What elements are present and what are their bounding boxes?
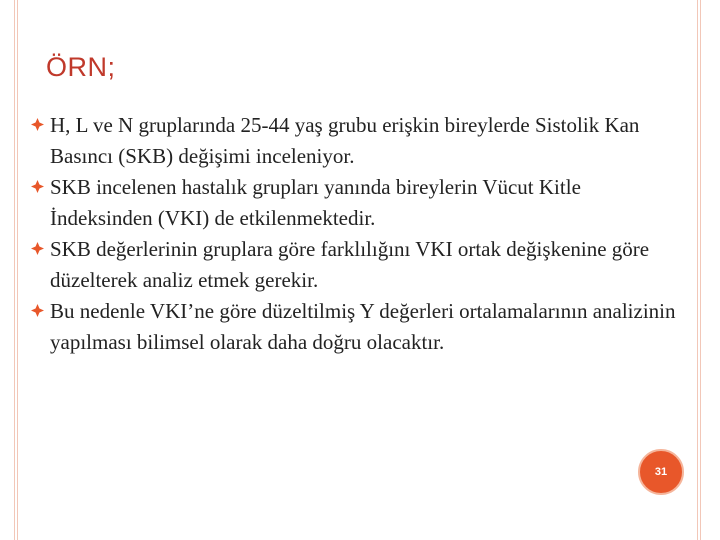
bullet-text: H, L ve N gruplarında 25-44 yaş grubu erişkin bireylerde Sistolik Kan Basıncı (SKB) değişimi inceleniyor. [50,113,640,168]
bullet-text: Bu nedenle VKI’ne göre düzeltilmiş Y değerleri ortalamalarının analizinin yapılması bilimsel olarak daha doğru olacaktır. [50,299,676,354]
four-point-star-icon [31,180,44,193]
four-point-star-icon [31,304,44,317]
bullet-text: SKB incelenen hastalık grupları yanında bireylerin Vücut Kitle İndeksinden (VKI) de etkilenmektedir. [50,175,581,230]
right-frame-line [700,0,701,540]
left-frame-line-inner [17,0,18,540]
bullet-item [30,296,680,358]
page-number-badge: 31 [638,449,684,495]
bullet-list [30,110,680,358]
left-frame-line [14,0,15,540]
bullet-item [30,110,680,172]
bullet-item [30,234,680,296]
slide-title: ÖRN; [46,52,116,82]
four-point-star-icon [31,118,44,131]
bullet-text: SKB değerlerinin gruplara göre farklılığını VKI ortak değişkenine göre düzelterek analiz etmek gerekir. [50,237,650,292]
bullet-item [30,172,680,234]
right-frame-line-inner [697,0,698,540]
four-point-star-icon [31,242,44,255]
